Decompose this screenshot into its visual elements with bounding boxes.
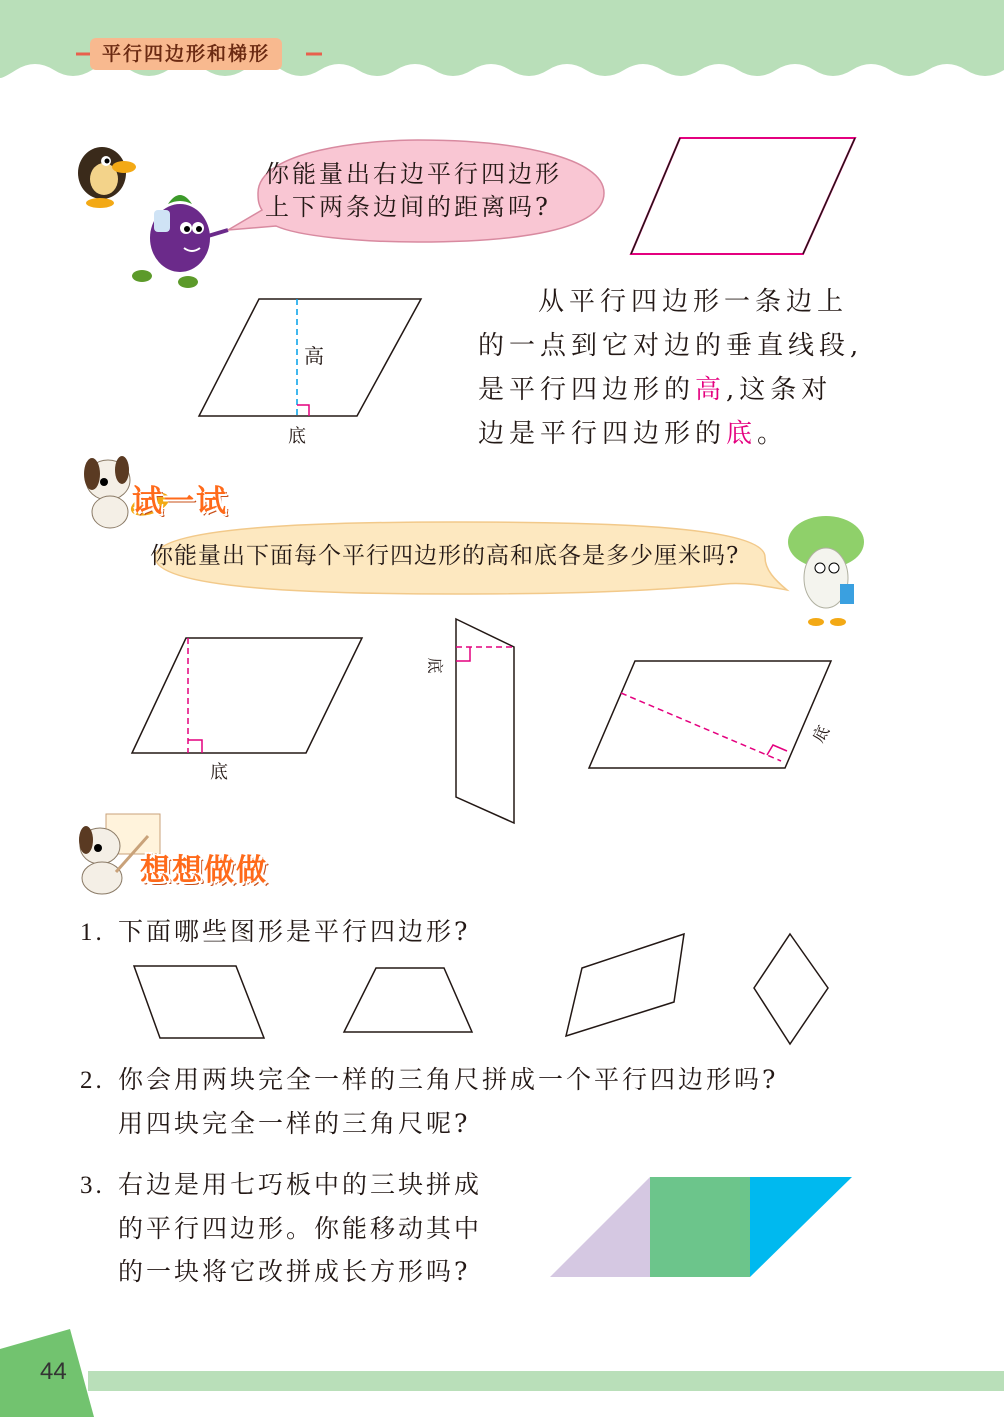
question-1-text: 下面哪些图形是平行四边形?: [118, 917, 471, 946]
base-term: 底: [726, 419, 758, 449]
definition-line4-b: 。: [757, 419, 789, 449]
try-parallelogram-1: [128, 632, 368, 760]
shape-slanted-parallelogram: [560, 930, 690, 1040]
question-2-line1: 你会用两块完全一样的三角尺拼成一个平行四边形吗?: [118, 1065, 779, 1094]
definition-line3: [478, 368, 878, 412]
definition-line1: 从平行四边形一条边上: [538, 287, 849, 317]
height-term: 高: [695, 375, 727, 405]
try-base-label-2: 底: [425, 657, 445, 674]
base-label: 底: [288, 426, 306, 447]
footer-band: [0, 1325, 1004, 1417]
practice-section-title: 想想做做: [140, 853, 268, 888]
intro-bubble-line2: 上下两条边间的距离吗?: [265, 193, 551, 221]
height-label: 高: [304, 344, 324, 368]
question-3-line3: 的一块将它改拼成长方形吗?: [118, 1257, 471, 1286]
question-2: [80, 1058, 778, 1145]
question-2-line2: 用四块完全一样的三角尺呢?: [118, 1109, 471, 1138]
definition-line3-b: ,这条对: [726, 375, 833, 405]
page-number: 44: [40, 1358, 67, 1385]
shape-rhombus: [750, 930, 832, 1048]
question-1-number: 1.: [80, 919, 105, 946]
intro-bubble-line1: 你能量出右边平行四边形: [265, 160, 562, 188]
shape-trapezoid: [340, 964, 478, 1036]
definition-line2: 的一点到它对边的垂直线段,: [478, 331, 864, 361]
definition-text: [478, 280, 878, 456]
definition-line3-a: 是平行四边形的: [478, 375, 696, 405]
shape-parallelogram: [130, 962, 270, 1044]
cabbage-mascot-icon: [782, 512, 874, 627]
chapter-title: 平行四边形和梯形: [90, 38, 282, 70]
try-section-title: 试一试: [132, 484, 228, 519]
try-base-label-3: 底: [808, 722, 834, 746]
question-1: [80, 910, 470, 954]
try-question-text: 你能量出下面每个平行四边形的高和底各是多少厘米吗?: [150, 543, 740, 569]
question-3-number: 3.: [80, 1172, 105, 1199]
try-base-label-1: 底: [210, 762, 228, 783]
question-3: [80, 1163, 482, 1293]
definition-line4: [478, 412, 878, 456]
try-parallelogram-3: [585, 655, 837, 775]
tangram-parallelogram: [548, 1175, 856, 1281]
question-3-line1: 右边是用七巧板中的三块拼成: [118, 1170, 483, 1199]
try-parallelogram-2: [450, 615, 520, 827]
question-3-line2: 的平行四边形。你能移动其中: [118, 1214, 483, 1243]
question-2-number: 2.: [80, 1067, 105, 1094]
intro-parallelogram: [625, 132, 865, 262]
definition-line4-a: 边是平行四边形的: [478, 419, 727, 449]
